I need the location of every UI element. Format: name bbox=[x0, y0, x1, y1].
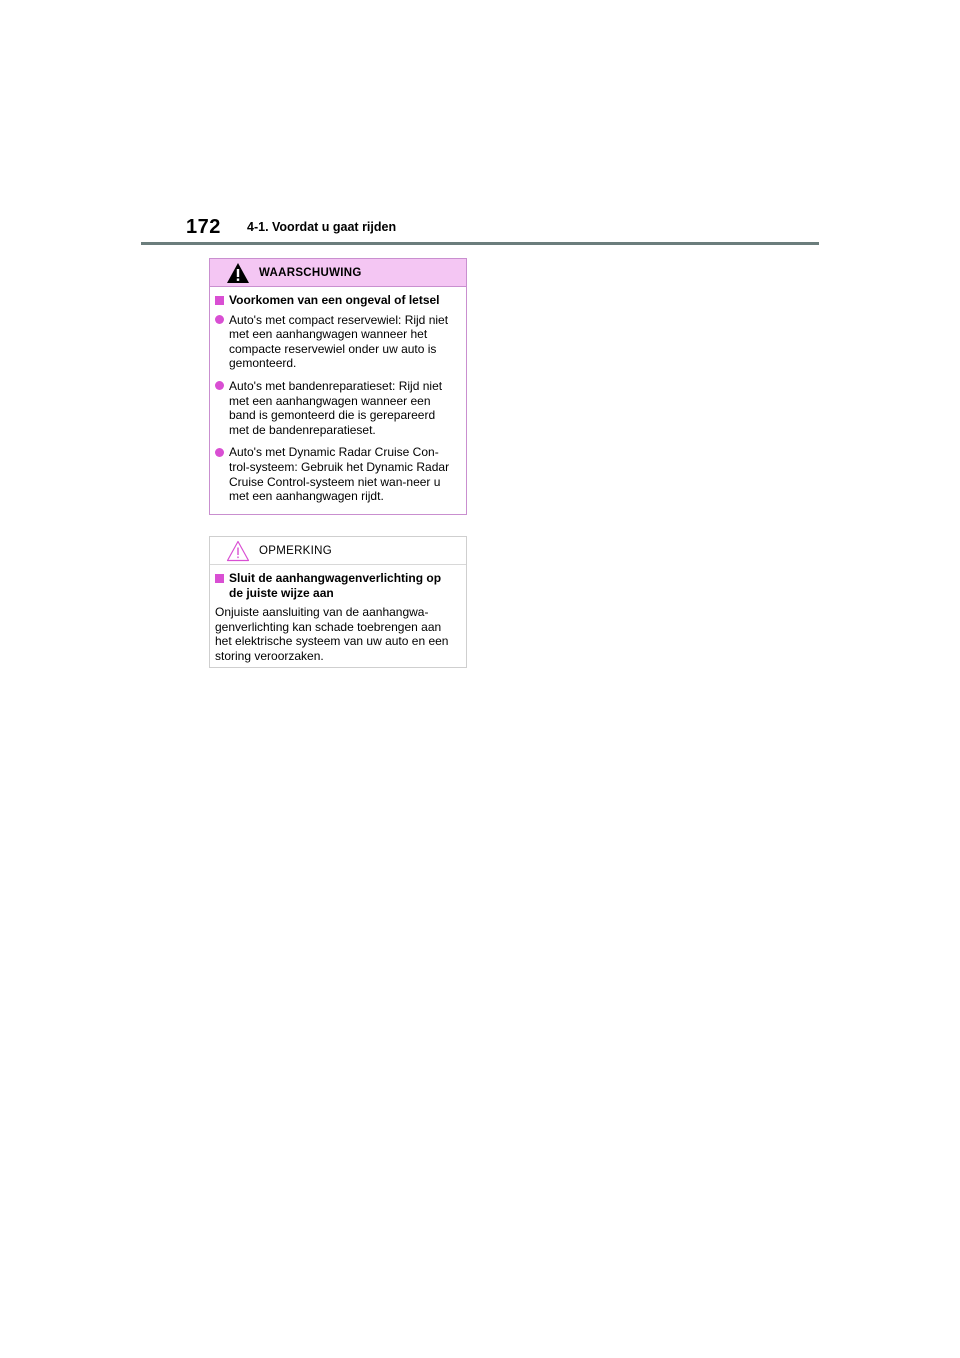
warning-title: WAARSCHUWING bbox=[259, 267, 362, 279]
square-bullet-icon bbox=[215, 296, 224, 305]
warning-body bbox=[210, 287, 466, 504]
square-bullet-icon bbox=[215, 574, 224, 583]
note-paragraph: Onjuiste aansluiting van de aanhangwa-genverlichting kan schade toebrengen aan het elektrische systeem van uw auto en een storing veroorzaken. bbox=[215, 605, 449, 663]
warning-subheading bbox=[215, 293, 457, 308]
note-body bbox=[210, 565, 466, 664]
warning-header bbox=[210, 259, 466, 287]
warning-item bbox=[215, 313, 457, 371]
page-number: 172 bbox=[186, 216, 221, 238]
warning-item-text: Auto's met Dynamic Radar Cruise Con-trol-systeem: Gebruik het Dynamic Radar Cruise Control-systeem niet wan-neer u met een aanhangwagen rijdt. bbox=[229, 445, 450, 504]
caution-triangle-icon bbox=[226, 540, 250, 562]
note-subheading-text: Sluit de aanhangwagenverlichting op de juiste wijze aan bbox=[229, 571, 442, 600]
circle-bullet-icon bbox=[215, 381, 224, 390]
warning-box bbox=[209, 258, 467, 515]
circle-bullet-icon bbox=[215, 315, 224, 324]
warning-item bbox=[215, 445, 457, 503]
note-subheading bbox=[215, 571, 457, 600]
warning-item-text: Auto's met compact reservewiel: Rijd niet met een aanhangwagen wanneer het compacte reservewiel onder uw auto is gemonteerd. bbox=[229, 312, 449, 371]
header-rule bbox=[141, 242, 819, 245]
note-box bbox=[209, 536, 467, 668]
warning-item-text: Auto's met bandenreparatieset: Rijd niet met een aanhangwagen wanneer een band is gemonteerd die is gerepareerd met de bandenreparatieset. bbox=[229, 378, 443, 437]
warning-item bbox=[215, 379, 457, 437]
note-title: OPMERKING bbox=[259, 545, 332, 557]
section-title: 4-1. Voordat u gaat rijden bbox=[247, 220, 397, 234]
warning-triangle-icon bbox=[226, 262, 250, 284]
warning-subheading-text: Voorkomen van een ongeval of letsel bbox=[229, 293, 440, 307]
circle-bullet-icon bbox=[215, 448, 224, 457]
note-header bbox=[210, 537, 466, 565]
